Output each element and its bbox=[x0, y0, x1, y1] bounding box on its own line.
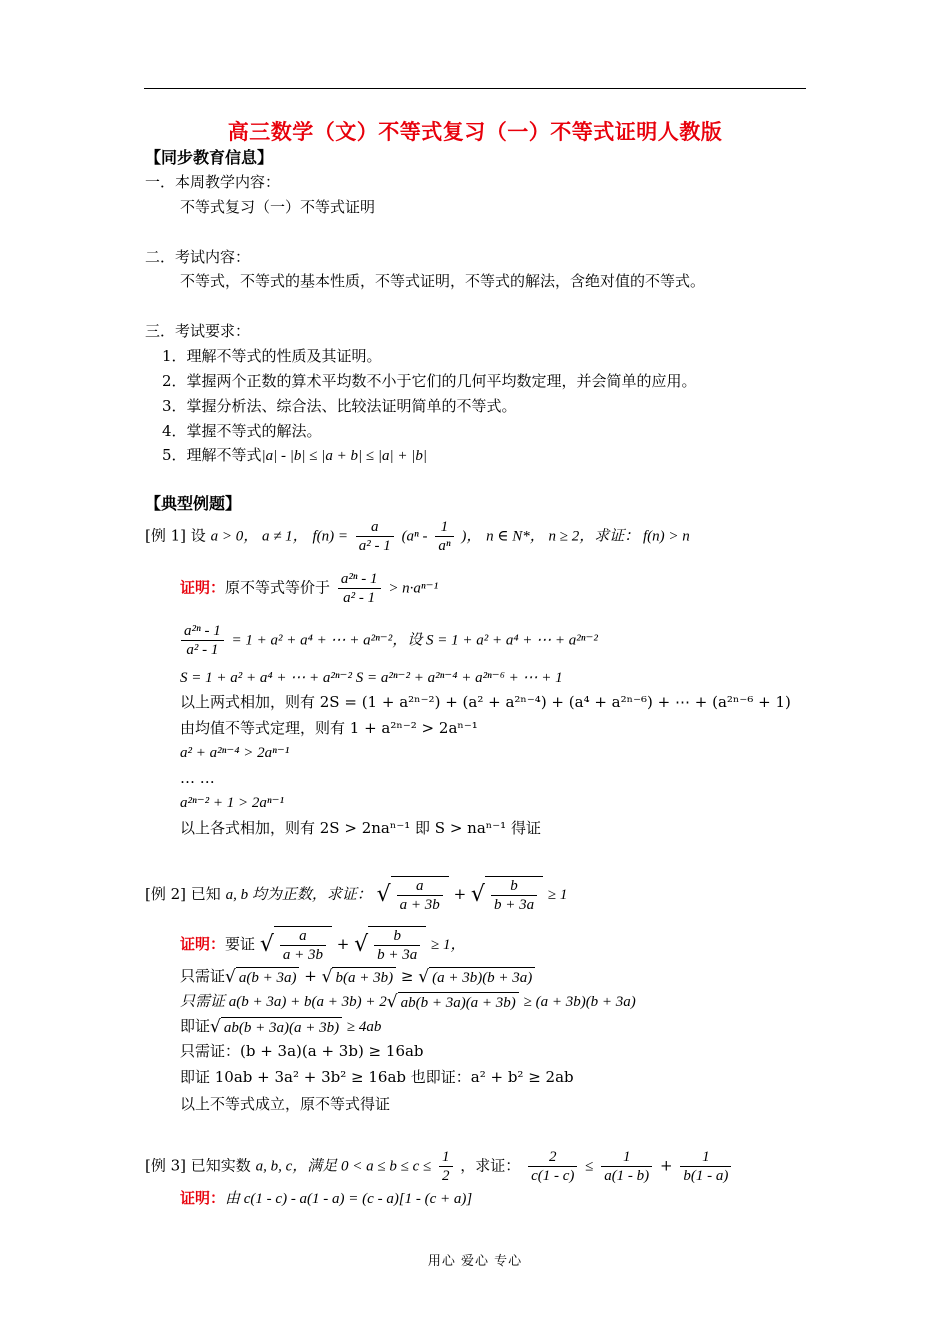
example-2-proof-line-3: 只需证 a(b + 3a) + b(a + 3b) + 2√ ab(b + 3a)(a + 3b) ≥ (a + 3b)(b + 3a) bbox=[180, 992, 636, 1013]
example-1-tail: n ∈ N*， n ≥ 2，求证： f(n) > n bbox=[486, 528, 690, 545]
example-2-plus: + bbox=[453, 885, 467, 903]
example-1-label: [例 1] 设 bbox=[145, 526, 206, 545]
example-3-label: [例 3] 已知实数 bbox=[145, 1156, 251, 1175]
example-1-fn-fraction: $\frac{a}{\text{a² - 1}}$ bbox=[356, 518, 394, 555]
example-3-fraction-2: $\frac{1}{a(1 - b)}$ bbox=[601, 1148, 652, 1185]
example-1-fn-close: )， bbox=[461, 528, 482, 545]
example-2-p1-tail: ≥ 1， bbox=[431, 937, 466, 953]
page-footer: 用心 爱心 专心 bbox=[427, 1254, 523, 1269]
example-1-proof-label: 证明： bbox=[180, 578, 226, 597]
example-1-proof-line-3: S = 1 + a² + a⁴ + ⋯ + a²ⁿ⁻² S = a²ⁿ⁻² + a²ⁿ⁻⁴ + a²ⁿ⁻⁶ + ⋯ + 1 bbox=[180, 670, 563, 686]
example-1-l2-fraction: $\frac{\text{a²ⁿ - 1}}{\text{a² - 1}}$ bbox=[181, 622, 224, 659]
example-3-condition: a, b, c，满足 0 < a ≤ b ≤ c ≤ bbox=[255, 1158, 432, 1175]
example-1-proof-line-6: a² + a²ⁿ⁻⁴ > 2aⁿ⁻¹ bbox=[180, 745, 290, 761]
example-1-statement bbox=[145, 518, 690, 555]
example-1-proof-line-2 bbox=[178, 622, 598, 659]
example-2-l4-radicand: ab(b + 3a)(a + 3b) bbox=[221, 1017, 342, 1038]
example-1-proof-line-7: … … bbox=[180, 769, 215, 787]
example-2-l2-radicand-3: (a + 3b)(b + 3a) bbox=[429, 967, 535, 988]
section-2-text: 不等式，不等式的基本性质，不等式证明，不等式的解法，含绝对值的不等式。 bbox=[180, 272, 706, 290]
example-1-proof-line-1 bbox=[180, 570, 438, 607]
example-2-p1-text: 要证 bbox=[225, 935, 256, 953]
example-1-p1-text: 原不等式等价于 bbox=[225, 578, 331, 597]
example-2-proof-line-2: 只需证√ a(b + 3a) + √ b(a + 3b) ≥ √ (a + 3b)(b + 3a) bbox=[180, 966, 535, 988]
example-1-fn-left: f(n) = bbox=[312, 528, 348, 545]
example-1-fn-paren: (aⁿ - bbox=[401, 528, 428, 545]
section-2-label: 二．考试内容： bbox=[145, 248, 251, 266]
section-3-label: 三．考试要求： bbox=[145, 322, 251, 340]
sync-heading: 【同步教育信息】 bbox=[145, 148, 274, 167]
example-3-half: $\frac{1}{2}$ bbox=[439, 1148, 453, 1185]
example-3-proof-label: 证明： bbox=[180, 1189, 226, 1207]
example-2-l4-tail: ≥ 4ab bbox=[346, 1019, 382, 1035]
example-2-l2-plus: + bbox=[304, 967, 317, 985]
requirement-4: 4．掌握不等式的解法。 bbox=[162, 422, 322, 440]
requirement-5-formula: |a| - |b| ≤ |a + b| ≤ |a| + |b| bbox=[261, 448, 427, 464]
example-2-l2-text: 只需证 bbox=[180, 967, 226, 985]
example-2-l2-ge: ≥ bbox=[400, 967, 414, 985]
example-2-proof-line-4: 即证√ ab(b + 3a)(a + 3b) ≥ 4ab bbox=[180, 1017, 382, 1038]
example-2-proof-label: 证明： bbox=[180, 935, 226, 953]
example-2-proof-line-1 bbox=[180, 926, 466, 964]
example-3-statement bbox=[145, 1148, 734, 1185]
example-3-plus: + bbox=[659, 1156, 673, 1175]
example-1-proof-line-4: 以上两式相加，则有 2S = (1 + a²ⁿ⁻²) + (a² + a²ⁿ⁻⁴) + (a⁴ + a²ⁿ⁻⁶) + ⋯ + (a²ⁿ⁻⁶ + 1) bbox=[180, 693, 791, 711]
section-1-label: 一．本周教学内容： bbox=[145, 173, 281, 191]
example-3-p1-text: 由 c(1 - c) - a(1 - a) = (c - a)[1 - (c + a)] bbox=[225, 1191, 473, 1207]
example-2-tail: ≥ 1 bbox=[547, 887, 568, 903]
requirement-2: 2．掌握两个正数的算术平均数不小于它们的几何平均数定理，并会简单的应用。 bbox=[162, 372, 697, 390]
example-1-p1-fraction: $\frac{\text{a²ⁿ - 1}}{\text{a² - 1}}$ bbox=[338, 570, 381, 607]
example-2-l3-radicand: ab(b + 3a)(a + 3b) bbox=[398, 992, 519, 1013]
example-2-l2-radicand-2: b(a + 3b) bbox=[332, 967, 396, 988]
example-2-proof-line-6: 即证 10ab + 3a² + 3b² ≥ 16ab 也即证：a² + b² ≥ 2ab bbox=[180, 1068, 574, 1086]
section-1-text: 不等式复习（一）不等式证明 bbox=[180, 198, 376, 216]
example-1-p1-tail: > n·aⁿ⁻¹ bbox=[388, 580, 439, 597]
example-3-fraction-1: $\frac{2}{c(1 - c)}$ bbox=[528, 1148, 577, 1185]
example-2-l3-tail: ≥ (a + 3b)(b + 3a) bbox=[523, 994, 636, 1010]
example-2-sqrt-1: √ $\frac{a}{a + 3b}$ bbox=[377, 876, 449, 914]
example-1-proof-line-8: a²ⁿ⁻² + 1 > 2aⁿ⁻¹ bbox=[180, 795, 285, 811]
example-1-proof-line-9: 以上各式相加，则有 2S > 2naⁿ⁻¹ 即 S > naⁿ⁻¹ 得证 bbox=[180, 819, 541, 837]
example-2-p1-sqrt-1: √ $\frac{a}{a + 3b}$ bbox=[260, 926, 332, 964]
example-3-fraction-3: $\frac{1}{b(1 - a)}$ bbox=[680, 1148, 731, 1185]
example-1-l2-tail: = 1 + a² + a⁴ + ⋯ + a²ⁿ⁻²，设 S = 1 + a² + a⁴ + ⋯ + a²ⁿ⁻² bbox=[231, 632, 598, 649]
example-2-p1-plus: + bbox=[336, 935, 350, 953]
example-3-proof-line-1 bbox=[180, 1188, 472, 1209]
requirement-1: 1．理解不等式的性质及其证明。 bbox=[162, 347, 382, 365]
example-2-proof-line-7: 以上不等式成立，原不等式得证 bbox=[180, 1095, 391, 1113]
example-1-condition: a > 0， a ≠ 1， bbox=[210, 528, 308, 545]
header-rule bbox=[144, 88, 806, 89]
requirement-5 bbox=[162, 445, 427, 466]
example-2-condition: a, b 均为正数，求证： bbox=[225, 887, 372, 903]
example-2-l3-text: 只需证 a(b + 3a) + b(a + 3b) + 2 bbox=[180, 994, 387, 1010]
document-title: 高三数学（文）不等式复习（一）不等式证明人教版 bbox=[227, 120, 723, 144]
example-2-l4-text: 即证 bbox=[180, 1017, 211, 1035]
example-2-proof-line-5: 只需证：(b + 3a)(a + 3b) ≥ 16ab bbox=[180, 1042, 424, 1060]
example-1-fn-inner-fraction: $\frac{1}{\text{aⁿ}}$ bbox=[435, 518, 453, 555]
requirement-5-text: 5．理解不等式 bbox=[162, 446, 262, 464]
example-2-label: [例 2] 已知 bbox=[145, 885, 221, 903]
example-3-le: ≤ bbox=[585, 1158, 594, 1175]
example-2-p1-sqrt-2: √ $\frac{b}{b + 3a}$ bbox=[354, 926, 426, 964]
example-2-l2-radicand-1: a(b + 3a) bbox=[236, 967, 300, 988]
examples-heading: 【典型例题】 bbox=[145, 494, 242, 513]
example-2-sqrt-2: √ $\frac{b}{b + 3a}$ bbox=[471, 876, 543, 914]
example-3-mid: ，求证： bbox=[460, 1156, 521, 1175]
requirement-3: 3．掌握分析法、综合法、比较法证明简单的不等式。 bbox=[162, 397, 517, 415]
example-1-proof-line-5: 由均值不等式定理，则有 1 + a²ⁿ⁻² > 2aⁿ⁻¹ bbox=[180, 719, 478, 737]
example-2-statement bbox=[145, 876, 567, 914]
